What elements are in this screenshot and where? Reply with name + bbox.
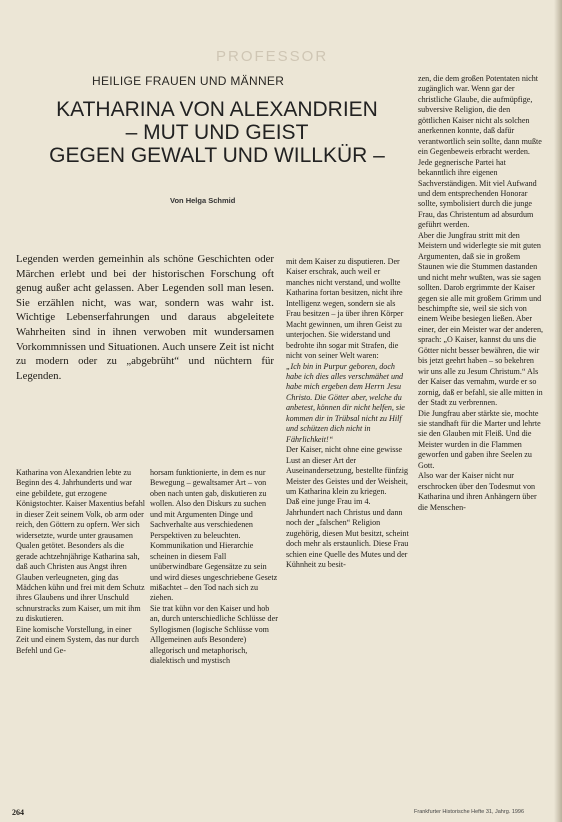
column-3 [286, 257, 410, 571]
ghost-bleed-text: PROFESSOR [216, 48, 329, 65]
col3-paragraph-1: mit dem Kaiser zu disputieren. Der Kaiser erschrak, auch weil er manches nicht verstand, und wollte Katharina fortan besitzen, nicht ihre Intelligenz wegen, sondern sie als Frau besitzen – ja über ihren Körper Macht gewinnen, um ihren Geist zu unterjochen. Sie widerstand und bedrohte ihn sogar mit Strafen, die nicht von seiner Welt waren: [286, 257, 404, 361]
page-number: 264 [12, 808, 24, 817]
col4-paragraph-4: Also war der Kaiser nicht nur erschrocken über den Todesmut von Katharina und ihren Anhängern über die Menschen- [418, 471, 537, 512]
article-headline [22, 98, 412, 167]
col4-paragraph-2: Aber die Jungfrau stritt mit den Meistern und widerlegte sie mit guten Argumenten, daß sie in großem Staunen wie die Stummen dastanden und nicht mehr wußten, was sie sagen sollten. Darob ergrimmte der Kaiser gegen sie alle mit großem Grimm und beschimpfte sie, weil sie sich von einem Weibe besiegen ließen. Aber einer, der ein Meister war der anderen, sprach: „O Kaiser, kannst du uns die Götter nicht besser bewähren, die wir bis jetzt geehrt haben – so bekehren wir uns alle zu Jesum Christum.“ Als der Kaiser das vernahm, wurde er so zornig, daß er befahl, sie alle mitten in der Stadt zu verbrennen. [418, 230, 544, 408]
col4-paragraph-1: zen, die dem großen Potentaten nicht zugänglich war. Wenn gar der christliche Glaube, die aufmüpfige, subversive Religion, die den göttlichen Kaiser nicht als solchen anerkennen konnte, daß dafür verantwortlich sein sollte, dann mußte ein Gegenbeweis erbracht werden. Jede gegnerische Partei hat bekanntlich ihre eigenen Sachverständigen. Mit viel Aufwand und dem entsprechenden Honorar sollte, symbolisiert durch die junge Frau, das Christentum ad absurdum geführt werden. [418, 74, 542, 230]
col1-paragraph-1: Katharina von Alexandrien lebte zu Beginn des 4. Jahrhunderts und war eine gebildete, gut erzogene Königstochter. Kaiser Maxentius befahl in dieser Zeit seinem Volk, ob arm oder reich, den Göttern zu opfern. Wer sich widersetzte, wurde unter grausamen Qualen getötet. Besonders als die gerade achtzehnjährige Katharina sah, daß auch Christen aus Angst ihren Glauben verleugneten, ging das Mädchen kühn und frei mit dem Schutz ihres Glaubens und ihrer Unschuld schnurstracks zum Kaiser, um mit ihm zu diskutieren. [16, 468, 146, 624]
section-label: HEILIGE FRAUEN UND MÄNNER [92, 74, 285, 88]
col3-quote [286, 362, 410, 446]
headline-line-1: KATHARINA VON ALEXANDRIEN [56, 98, 378, 121]
col4-paragraph-3: Die Jungfrau aber stärkte sie, mochte sie standhaft für die Marter und lehrte sie den Glauben mit Fleiß. Und die Meister wurden in die Flammen geworfen und gaben ihre Seelen zu Gott. [418, 408, 541, 470]
col3-paragraph-2: Der Kaiser, nicht ohne eine gewisse Lust an dieser Art der Auseinandersetzung, bestellte fünfzig Meister des Geistes und der Weisheit, um Katharina klein zu kriegen. [286, 445, 409, 496]
column-4 [418, 74, 544, 513]
intro-paragraph: Legenden werden gemeinhin als schöne Geschichten oder Märchen erlebt und bei der historischen Forschung oft genug außer acht gelassen. Aber Legenden soll man lesen. Sie erzählen nicht, was war, sondern was wahr ist. Wichtige Lebenserfahrungen und daraus abgeleitete Wahrheiten sind in ihnen verwoben mit wundersamen Vorkommnissen und Situationen. Auch unsere Zeit ist nicht zu modern oder zu „abgebrüht“ und nüchtern für Legenden. [16, 253, 274, 382]
headline-line-2: – MUT UND GEIST [125, 121, 309, 144]
column-1 [16, 468, 146, 656]
col1-paragraph-2: Eine komische Vorstellung, in einer Zeit und einem System, das nur durch Befehl und Ge- [16, 624, 139, 655]
col3-paragraph-3: Daß eine junge Frau im 4. Jahrhundert nach Christus und dann noch der „falschen“ Religion zugehörig, diesen Mut besitzt, scheint doch mehr als erstaunlich. Diese Frau schien eine Quelle des Mutes und der Kühnheit zu besit- [286, 497, 409, 570]
footer-citation: Frankfurter Historische Hefte 31, Jahrg. 1996 [414, 809, 525, 815]
col2-paragraph-2: Sie trat kühn vor den Kaiser und hob an, durch unterschiedliche Schlüsse der Syllogismen (logische Schlüsse vom Allgemeinen aufs Besondere) allegorisch und metaphorisch, dialektisch und mystisch [150, 603, 278, 666]
byline: Von Helga Schmid [170, 196, 236, 205]
page-edge-shadow [554, 0, 562, 822]
headline-line-3: GEGEN GEWALT UND WILLKÜR – [49, 144, 385, 167]
quote-text: „Ich bin in Purpur geboren, doch habe ich dies alles verschmähet und habe mich ergeben dem Herrn Jesu Christo. Die Götter aber, welche du anbetest, können dir nicht helfen, sie kommen dir in Trübsal nicht zu Hilf und schützen dich nicht in Fährlichkeit!“ [286, 361, 405, 444]
col2-paragraph-1: horsam funktionierte, in dem es nur Bewegung – gewaltsamer Art – von oben nach unten gab, diskutieren zu wollen. Also den Diskurs zu suchen und mit Argumenten Dinge und Sachverhalte aus verschiedenen Perspektiven zu beleuchten. Kommunikation und Hierarchie scheinen in diesem Fall unüberwindbare Gegensätze zu sein und wird dieses ungeschriebene Gesetz mißachtet – den Tod nach sich zu ziehen. [150, 468, 278, 603]
column-2 [150, 468, 278, 667]
